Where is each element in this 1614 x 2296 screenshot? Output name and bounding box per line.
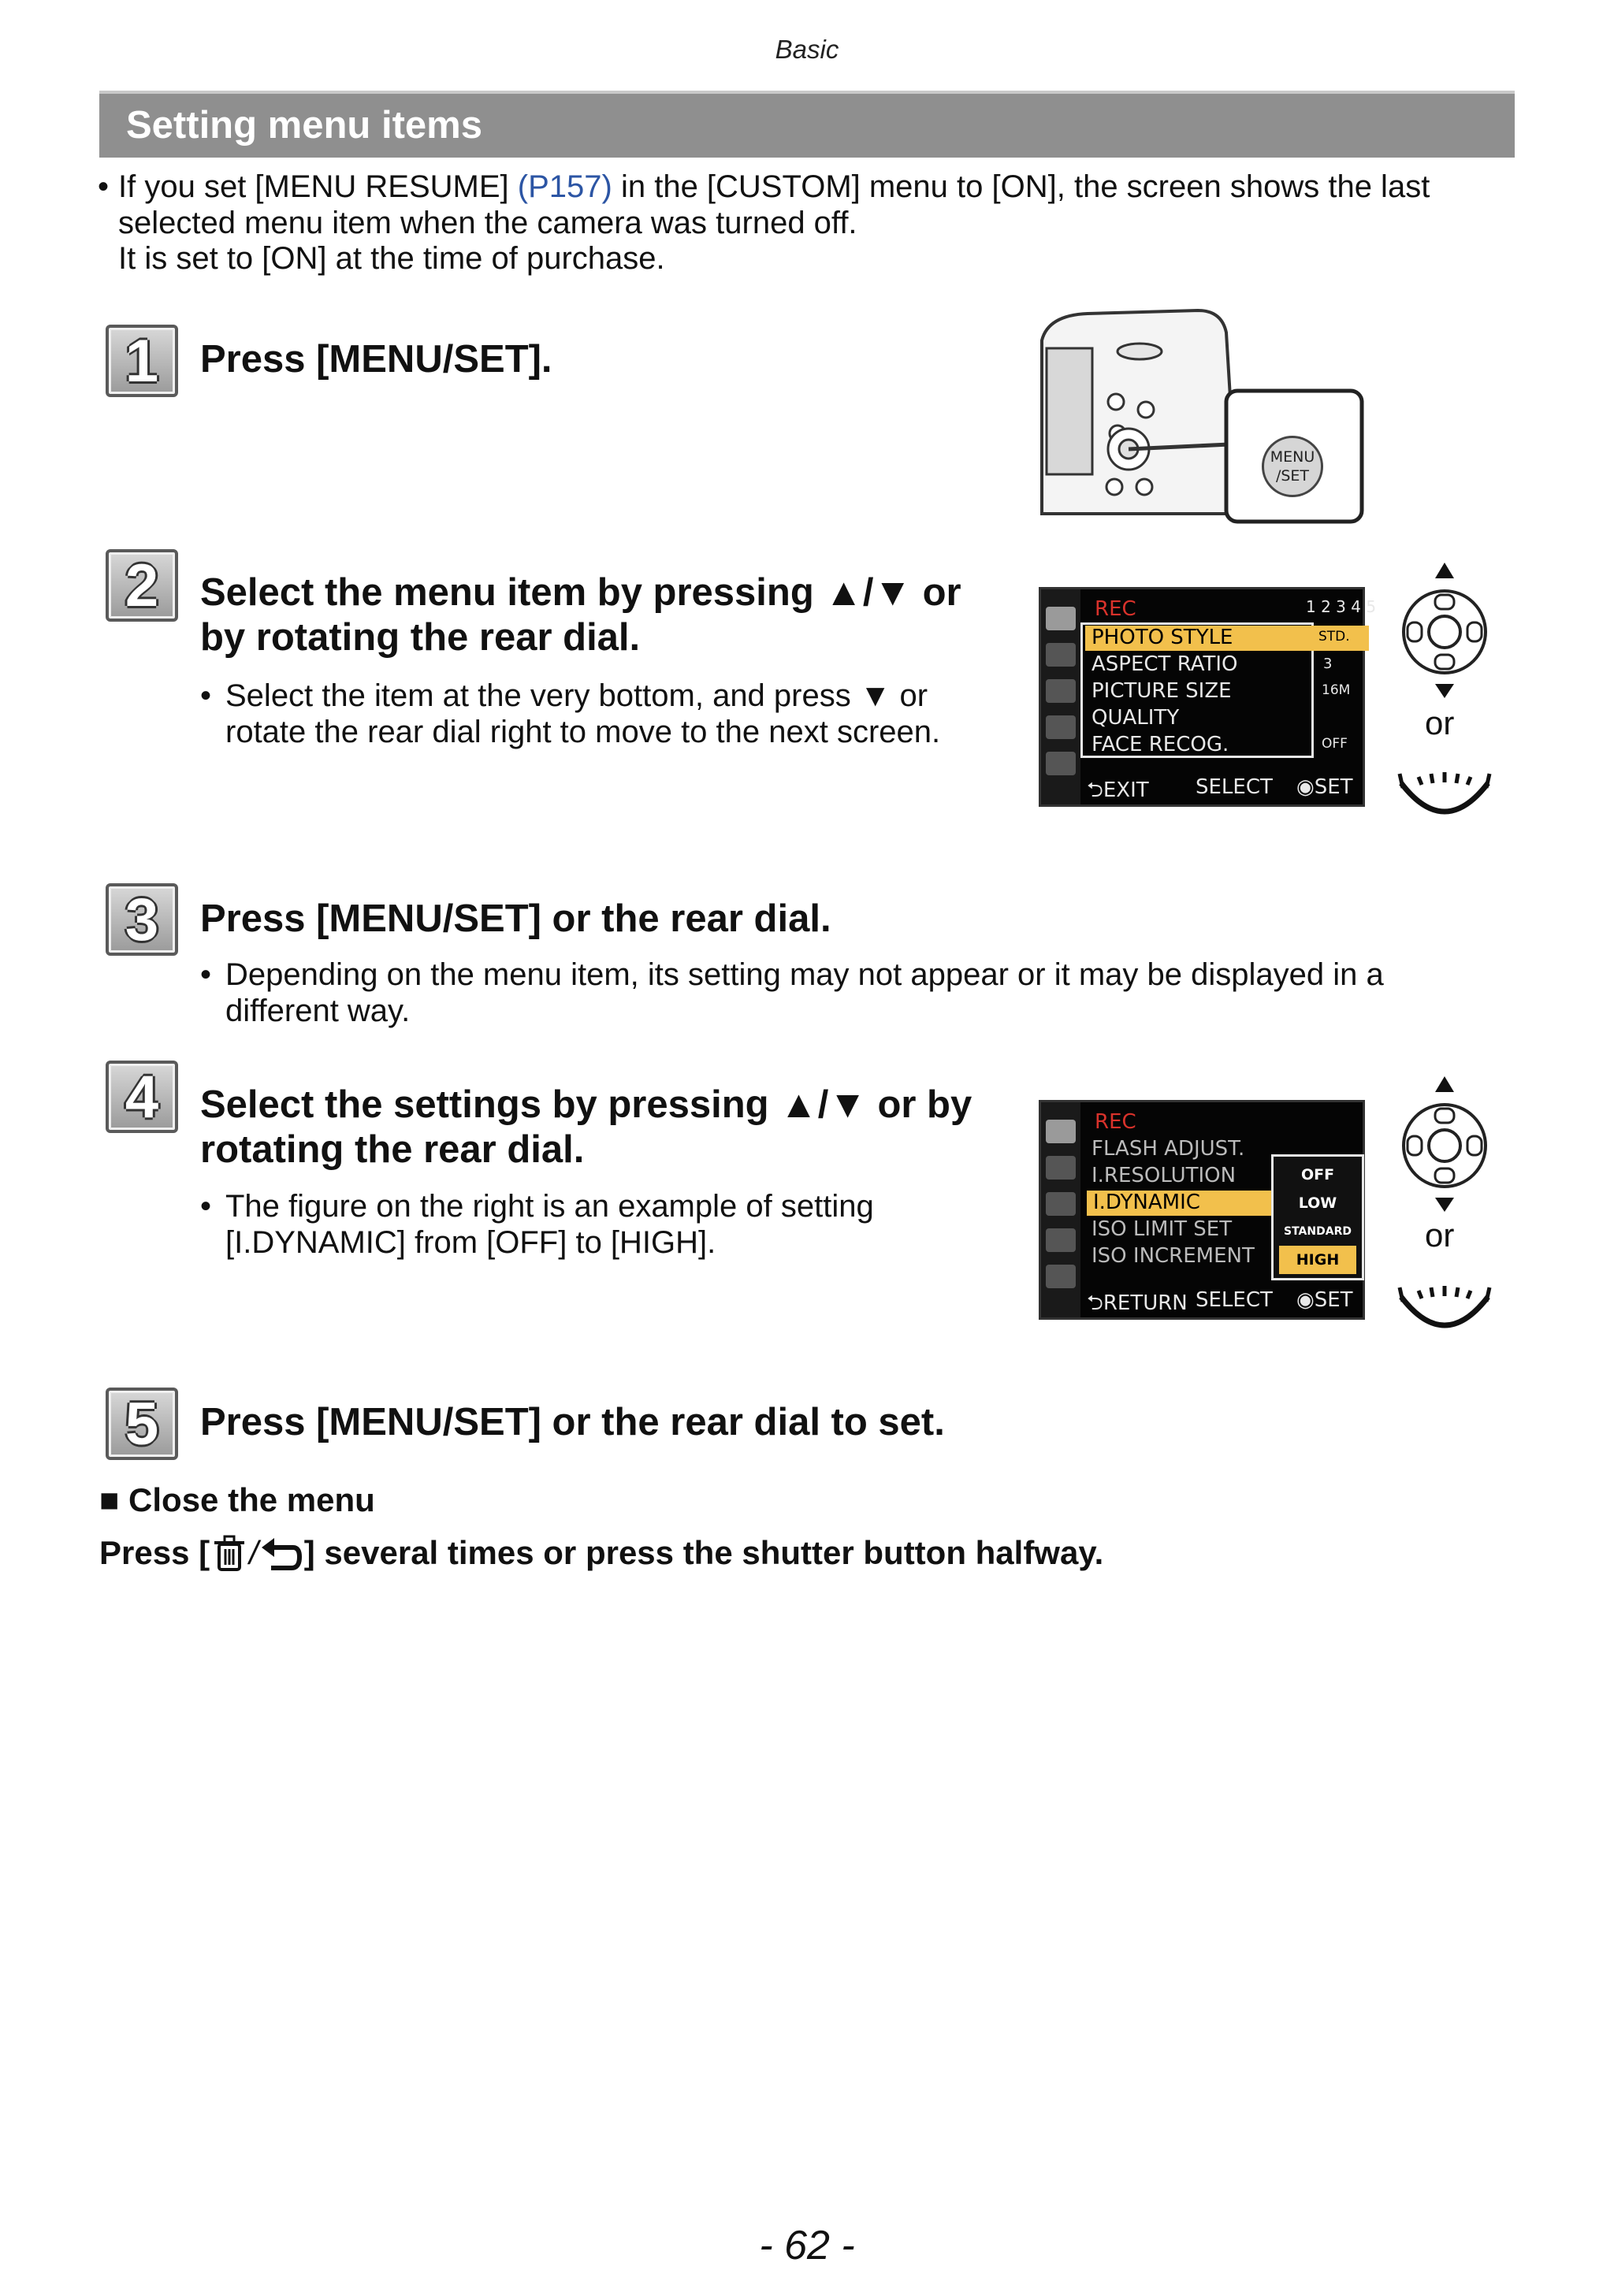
page-number: - 62 - [759,2223,855,2268]
value-picture-size: 16M [1322,682,1351,698]
set-hint: ◉SET [1296,1288,1353,1312]
set-hint: ◉SET [1296,775,1353,799]
step-4-note-line-1: The figure on the right is an example of setting [225,1189,874,1224]
step-4-title-line-1: Select the settings by pressing ▲/▼ or by [200,1083,972,1126]
bullet: • [200,957,212,992]
step-5-title: Press [MENU/SET] or the rear dial to set. [200,1401,945,1443]
custom-tab-icon[interactable] [1046,1192,1076,1216]
step-4-note-line-2: [I.DYNAMIC] from [OFF] to [HIGH]. [225,1225,716,1260]
intro-text: in the [CUSTOM] menu to [ON], the screen shows the last [612,169,1430,204]
step-1-title: Press [MENU/SET]. [200,338,552,381]
menu-item-label: PHOTO STYLE [1091,626,1233,649]
video-tab-icon[interactable] [1046,1156,1076,1180]
page-indicator: 1 2 3 4 5 [1306,597,1377,616]
bullet: • [200,1189,212,1224]
menu-tabs [1041,589,1080,804]
menu-item-iso-limit-set[interactable]: ISO LIMIT SET [1091,1217,1233,1241]
setup-tab-icon[interactable] [1046,715,1076,739]
option-low[interactable]: LOW [1279,1189,1356,1217]
menu-item-quality[interactable]: QUALITY [1091,706,1180,730]
intro-text: If you set [MENU RESUME] [118,169,518,204]
menu-item-label: I.DYNAMIC [1093,1191,1200,1214]
set-label: SET [1314,775,1353,799]
intro-line-2: selected menu item when the camera was turned off. [118,206,857,240]
return-label: RETURN [1103,1291,1188,1315]
bullet: • [200,678,212,713]
playback-tab-icon[interactable] [1046,1265,1076,1288]
video-tab-icon[interactable] [1046,643,1076,667]
menu-tabs [1041,1102,1080,1317]
playback-tab-icon[interactable] [1046,752,1076,775]
close-menu-instruction [99,1533,1103,1573]
step-number-3: 3 [106,883,178,956]
select-hint: SELECT [1196,1288,1273,1312]
instruction-text: Press [ [99,1534,210,1571]
square-bullet-icon: ■ [99,1481,120,1518]
value-aspect-ratio: 3 [1323,656,1333,672]
step-number-5: 5 [106,1388,178,1460]
return-hint: ⮌RETURN [1087,1291,1188,1315]
trash-icon [211,1533,247,1573]
set-label: SET [1314,1288,1353,1312]
rear-dial-icon [1395,764,1494,827]
menu-set-label: /SET [1275,467,1310,485]
step-2-title-line-2: by rotating the rear dial. [200,616,641,659]
menu-screen-rec [1039,587,1377,807]
section-label: Basic [775,35,839,64]
step-number-4: 4 [106,1061,178,1133]
or-label: or [1425,704,1455,741]
step-2-note [200,678,1028,756]
step-2-note-line-2: rotate the rear dial right to move to the next screen. [225,715,941,749]
step-number-1: 1 [106,325,178,397]
page-reference-link[interactable]: (P157) [517,169,612,204]
intro-line-1 [118,169,1430,205]
menu-set-button[interactable] [1262,436,1323,497]
setup-tab-icon[interactable] [1046,1228,1076,1252]
menu-item-i-dynamic[interactable] [1087,1191,1277,1216]
step-2-title-line-1: Select the menu item by pressing ▲/▼ or [200,571,961,614]
menu-item-picture-size[interactable]: PICTURE SIZE [1091,679,1232,703]
option-off[interactable]: OFF [1279,1161,1356,1189]
screen-header: REC [1095,1110,1136,1134]
rear-dial-icon [1395,1278,1494,1341]
option-standard[interactable]: STANDARD [1279,1217,1356,1246]
camera-tab-icon[interactable] [1046,607,1076,630]
menu-item-i-resolution[interactable]: I.RESOLUTION [1091,1164,1237,1187]
section-title-bar [99,91,1515,158]
menu-item-aspect-ratio[interactable]: ASPECT RATIO [1091,652,1238,676]
menu-item-iso-increment[interactable]: ISO INCREMENT [1091,1244,1255,1268]
exit-hint: ⮌EXIT [1087,778,1149,802]
menu-screen-settings [1039,1100,1365,1320]
close-menu-heading-text: Close the menu [128,1481,375,1518]
menu-item-flash-adjust[interactable]: FLASH ADJUST. [1091,1137,1245,1161]
step-number-2: 2 [106,549,178,622]
cursor-button-icon [1396,1073,1493,1212]
option-high[interactable]: HIGH [1279,1246,1356,1274]
close-menu-heading [99,1481,375,1519]
return-icon [260,1533,303,1573]
step-4-title-line-2: rotating the rear dial. [200,1128,585,1171]
camera-illustration [1040,309,1371,529]
value-photo-style: STD. [1318,629,1350,645]
step-3-note-line-2: different way. [225,994,411,1028]
value-face-recog: OFF [1322,736,1348,752]
bullet: • [98,169,110,204]
cursor-button-icon [1396,559,1493,698]
instruction-text: ] several times or press the shutter button halfway. [303,1534,1104,1571]
screen-header: REC [1095,597,1136,621]
step-3-note-line-1: Depending on the menu item, its setting may not appear or it may be displayed in a [225,957,1384,992]
intro-line-3: It is set to [ON] at the time of purchase. [118,241,665,276]
select-hint: SELECT [1196,775,1273,799]
instruction-separator: / [249,1534,258,1571]
camera-tab-icon[interactable] [1046,1120,1076,1143]
step-4-note [200,1188,1028,1267]
menu-set-label: MENU [1270,448,1315,466]
step-3-title: Press [MENU/SET] or the rear dial. [200,897,831,940]
or-label: or [1425,1217,1455,1254]
step-3-note [200,957,1540,1035]
section-title: Setting menu items [126,104,482,147]
step-2-note-line-1: Select the item at the very bottom, and press ▼ or [225,678,928,713]
exit-label: EXIT [1103,778,1149,802]
custom-tab-icon[interactable] [1046,679,1076,703]
menu-item-face-recog[interactable]: FACE RECOG. [1091,733,1229,756]
